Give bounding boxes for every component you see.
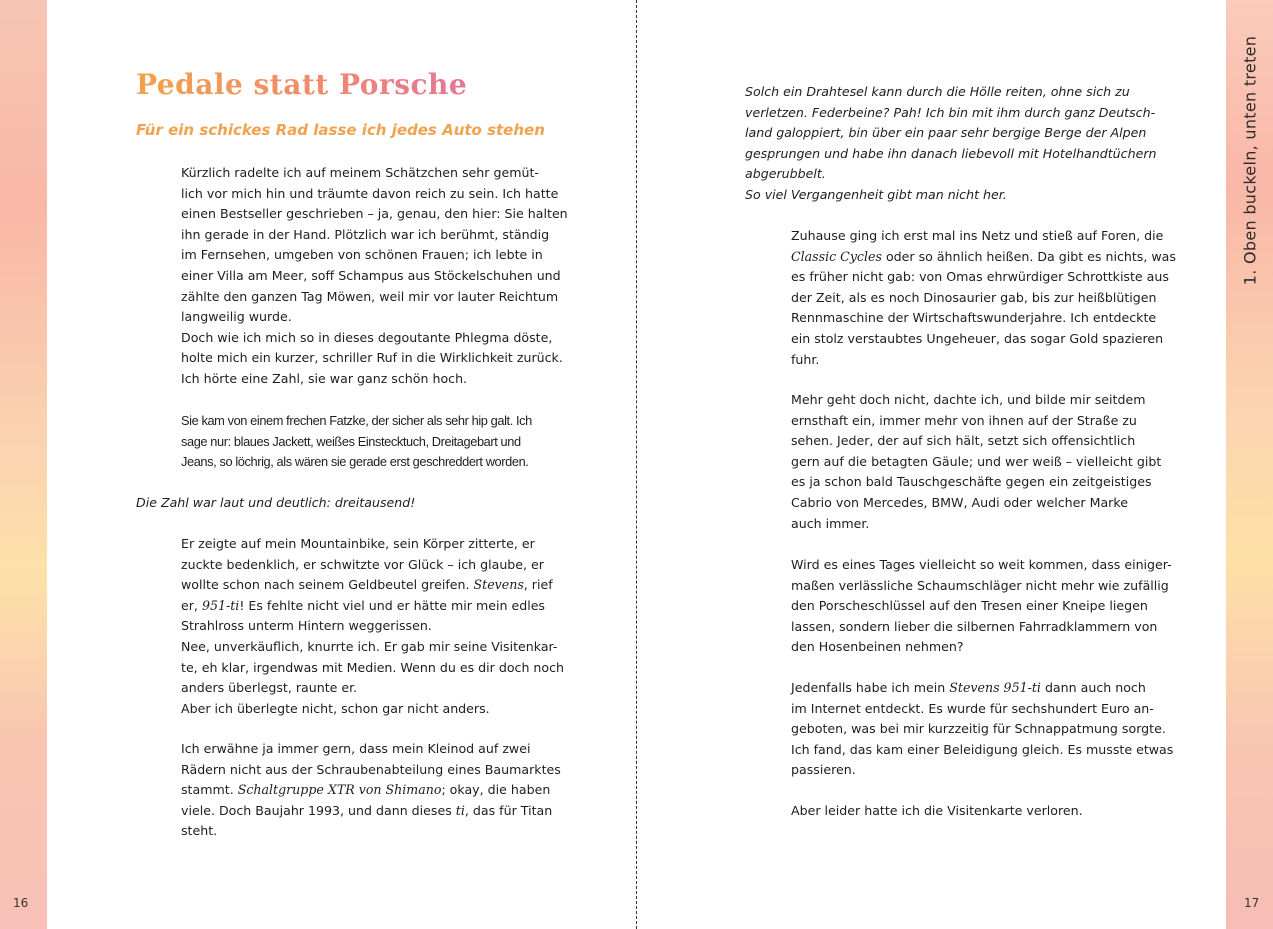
material-code: ti — [455, 802, 465, 818]
chapter-tab — [1230, 35, 1270, 285]
right-paragraph-2 — [791, 226, 1176, 370]
text-line: Wird es eines Tages vielleicht so weit kommen, dass einiger- — [791, 557, 1172, 572]
text-line: es früher nicht gab: von Omas ehrwürdiger Schrottkiste aus — [791, 269, 1169, 285]
text-line: Ich hörte eine Zahl, sie war ganz schön hoch. — [181, 370, 468, 386]
page-fold-divider — [636, 0, 637, 929]
text-line: zählte den ganzen Tag Möwen, weil mir vor lauter Reichtum — [181, 288, 559, 304]
text-line — [181, 575, 564, 596]
article-subtitle: Für ein schickes Rad lasse ich jedes Auto stehen — [136, 121, 545, 139]
text-line: Strahlross unterm Hintern weggerissen. — [181, 618, 432, 634]
text-line: einer Villa am Meer, soff Schampus aus Stöckelschuhen und — [181, 267, 561, 283]
text-line — [791, 247, 1176, 268]
model-name: 951-ti — [201, 597, 240, 613]
text-line: der Zeit, als es noch Dinosaurier gab, bis zur heißblütigen — [791, 289, 1157, 305]
text-line: es ja schon bald Tauschgeschäfte gegen ein zeitgeistiges — [791, 474, 1152, 490]
text-line: verletzen. Federbeine? Pah! Ich bin mit ihm durch ganz Deutsch- — [745, 104, 1156, 120]
text-line: fuhr. — [791, 351, 820, 367]
text-line: maßen verlässliche Schaumschläger nicht mehr wie zufällig — [791, 577, 1169, 593]
bike-model-name: Stevens 951-ti — [949, 680, 1041, 695]
text-line: ernsthaft ein, immer mehr von ihnen auf der Straße zu — [791, 412, 1137, 428]
text-run: er, — [181, 597, 202, 613]
text-line: sehen. Jeder, der auf sich hält, setzt sich offensichtlich — [791, 433, 1136, 449]
text-line: te, eh klar, irgendwas mit Medien. Wenn du es dir doch noch — [181, 659, 565, 675]
text-run: Jedenfalls habe ich mein — [791, 680, 950, 695]
text-line: Er zeigte auf mein Mountainbike, sein Körper zitterte, er — [181, 536, 535, 551]
text-line: Sie kam von einem frechen Fatzke, der sicher als sehr hip galt. Ich — [181, 413, 532, 428]
text-run: , rief — [523, 577, 553, 593]
text-run: , das für Titan — [464, 802, 553, 818]
text-line: zuckte bedenklich, er schwitzte vor Glück – ich glaube, er — [181, 556, 544, 572]
text-line: Ich fand, das kam einer Beleidigung gleich. Es musste etwas — [791, 741, 1174, 757]
component-name: Schaltgruppe XTR von Shimano — [237, 782, 442, 798]
right-paragraph-5 — [791, 678, 1173, 781]
text-line: im Internet entdeckt. Es wurde für sechshundert Euro an- — [791, 700, 1154, 716]
left-paragraph-2 — [181, 411, 532, 473]
text-line: Ich erwähne ja immer gern, dass mein Kleinod auf zwei — [181, 741, 531, 756]
text-line: Nee, unverkäuflich, knurrte ich. Er gab mir seine Visitenkar- — [181, 638, 558, 654]
left-color-edge — [0, 0, 47, 929]
text-line: auch immer. — [791, 515, 870, 531]
text-line — [791, 678, 1173, 699]
text-run: wollte schon nach seinem Geldbeutel greifen. — [181, 577, 474, 593]
left-paragraph-4 — [181, 534, 564, 719]
text-line: im Fernsehen, umgeben von schönen Frauen; ich lebte in — [181, 247, 543, 263]
text-line: Solch ein Drahtesel kann durch die Hölle reiten, ohne sich zu — [745, 84, 1130, 99]
text-line: Aber ich überlegte nicht, schon gar nicht anders. — [181, 700, 490, 716]
text-line: steht. — [181, 823, 218, 839]
text-line: gesprungen und habe ihn danach liebevoll mit Hotelhandtüchern — [745, 145, 1157, 161]
text-line: Die Zahl war laut und deutlich: dreitausend! — [136, 495, 416, 510]
text-line: Cabrio von Mercedes, BMW, Audi oder welcher Marke — [791, 494, 1128, 510]
text-line: gern auf die betagten Gäule; und wer weiß – vielleicht gibt — [791, 453, 1162, 469]
text-line: holte mich ein kurzer, schriller Ruf in die Wirklichkeit zurück. — [181, 350, 563, 366]
text-run: ; okay, die haben — [441, 782, 551, 798]
text-line: anders überlegst, raunte er. — [181, 680, 358, 696]
text-line: Rennmaschine der Wirtschaftswunderjahre. Ich entdeckte — [791, 310, 1157, 326]
text-line: Aber leider hatte ich die Visitenkarte verloren. — [791, 803, 1083, 818]
article-title: Pedale statt Porsche — [136, 68, 468, 101]
text-line: den Hosenbeinen nehmen? — [791, 639, 964, 655]
text-line: ihn gerade in der Hand. Plötzlich war ich berühmt, ständig — [181, 226, 550, 242]
right-paragraph-4 — [791, 555, 1172, 658]
text-line: den Porscheschlüssel auf den Tresen einer Kneipe liegen — [791, 598, 1148, 614]
text-line: So viel Vergangenheit gibt man nicht her. — [745, 186, 1007, 202]
text-line: Doch wie ich mich so in dieses degoutante Phlegma döste, — [181, 329, 553, 345]
text-run: oder so ähnlich heißen. Da gibt es nichts, was — [881, 248, 1176, 264]
text-line: Jeans, so löchrig, als wären sie gerade erst geschreddert worden. — [181, 454, 529, 470]
left-paragraph-1 — [181, 163, 568, 390]
text-run: viele. Doch Baujahr 1993, und dann dieses — [181, 802, 456, 818]
text-line — [181, 780, 561, 801]
text-line — [181, 596, 564, 617]
text-line: langweilig wurde. — [181, 309, 292, 325]
text-line: Mehr geht doch nicht, dachte ich, und bilde mir seitdem — [791, 392, 1146, 407]
right-paragraph-6 — [791, 801, 1083, 822]
text-line: Zuhause ging ich erst mal ins Netz und stieß auf Foren, die — [791, 228, 1164, 243]
text-line: abgerubbelt. — [745, 166, 826, 182]
text-line — [181, 801, 561, 822]
text-line: lich vor mich hin und träumte davon reich zu sein. Ich hatte — [181, 185, 559, 201]
brand-name: Stevens — [473, 577, 524, 593]
text-line: passieren. — [791, 762, 856, 778]
left-paragraph-5 — [181, 739, 561, 842]
text-line: land galoppiert, bin über ein paar sehr bergige Berge der Alpen — [745, 125, 1147, 141]
right-paragraph-3 — [791, 390, 1161, 534]
page-number-left: 16 — [13, 896, 29, 910]
forum-name: Classic Cycles — [791, 248, 882, 264]
text-run: stammt. — [181, 782, 238, 798]
text-line: Rädern nicht aus der Schraubenabteilung eines Baumarktes — [181, 761, 561, 777]
text-line: einen Bestseller geschrieben – ja, genau, den hier: Sie halten — [181, 206, 568, 222]
text-line: ein stolz verstaubtes Ungeheuer, das sogar Gold spazieren — [791, 330, 1164, 346]
left-paragraph-3 — [136, 493, 415, 514]
right-paragraph-1 — [745, 82, 1156, 206]
text-line: geboten, was bei mir kurzzeitig für Schnappatmung sorgte. — [791, 721, 1166, 737]
text-line: lassen, sondern lieber die silbernen Fahrradklammern von — [791, 618, 1158, 634]
page-number-right: 17 — [1244, 896, 1260, 910]
text-line: sage nur: blaues Jackett, weißes Einstecktuch, Dreitagebart und — [181, 433, 521, 449]
text-run: dann auch noch — [1040, 680, 1146, 695]
text-run: ! Es fehlte nicht viel und er hätte mir mein edles — [239, 597, 545, 613]
text-line: Kürzlich radelte ich auf meinem Schätzchen sehr gemüt- — [181, 165, 539, 180]
chapter-tab-label: 1. Oben buckeln, unten treten — [1240, 35, 1260, 285]
